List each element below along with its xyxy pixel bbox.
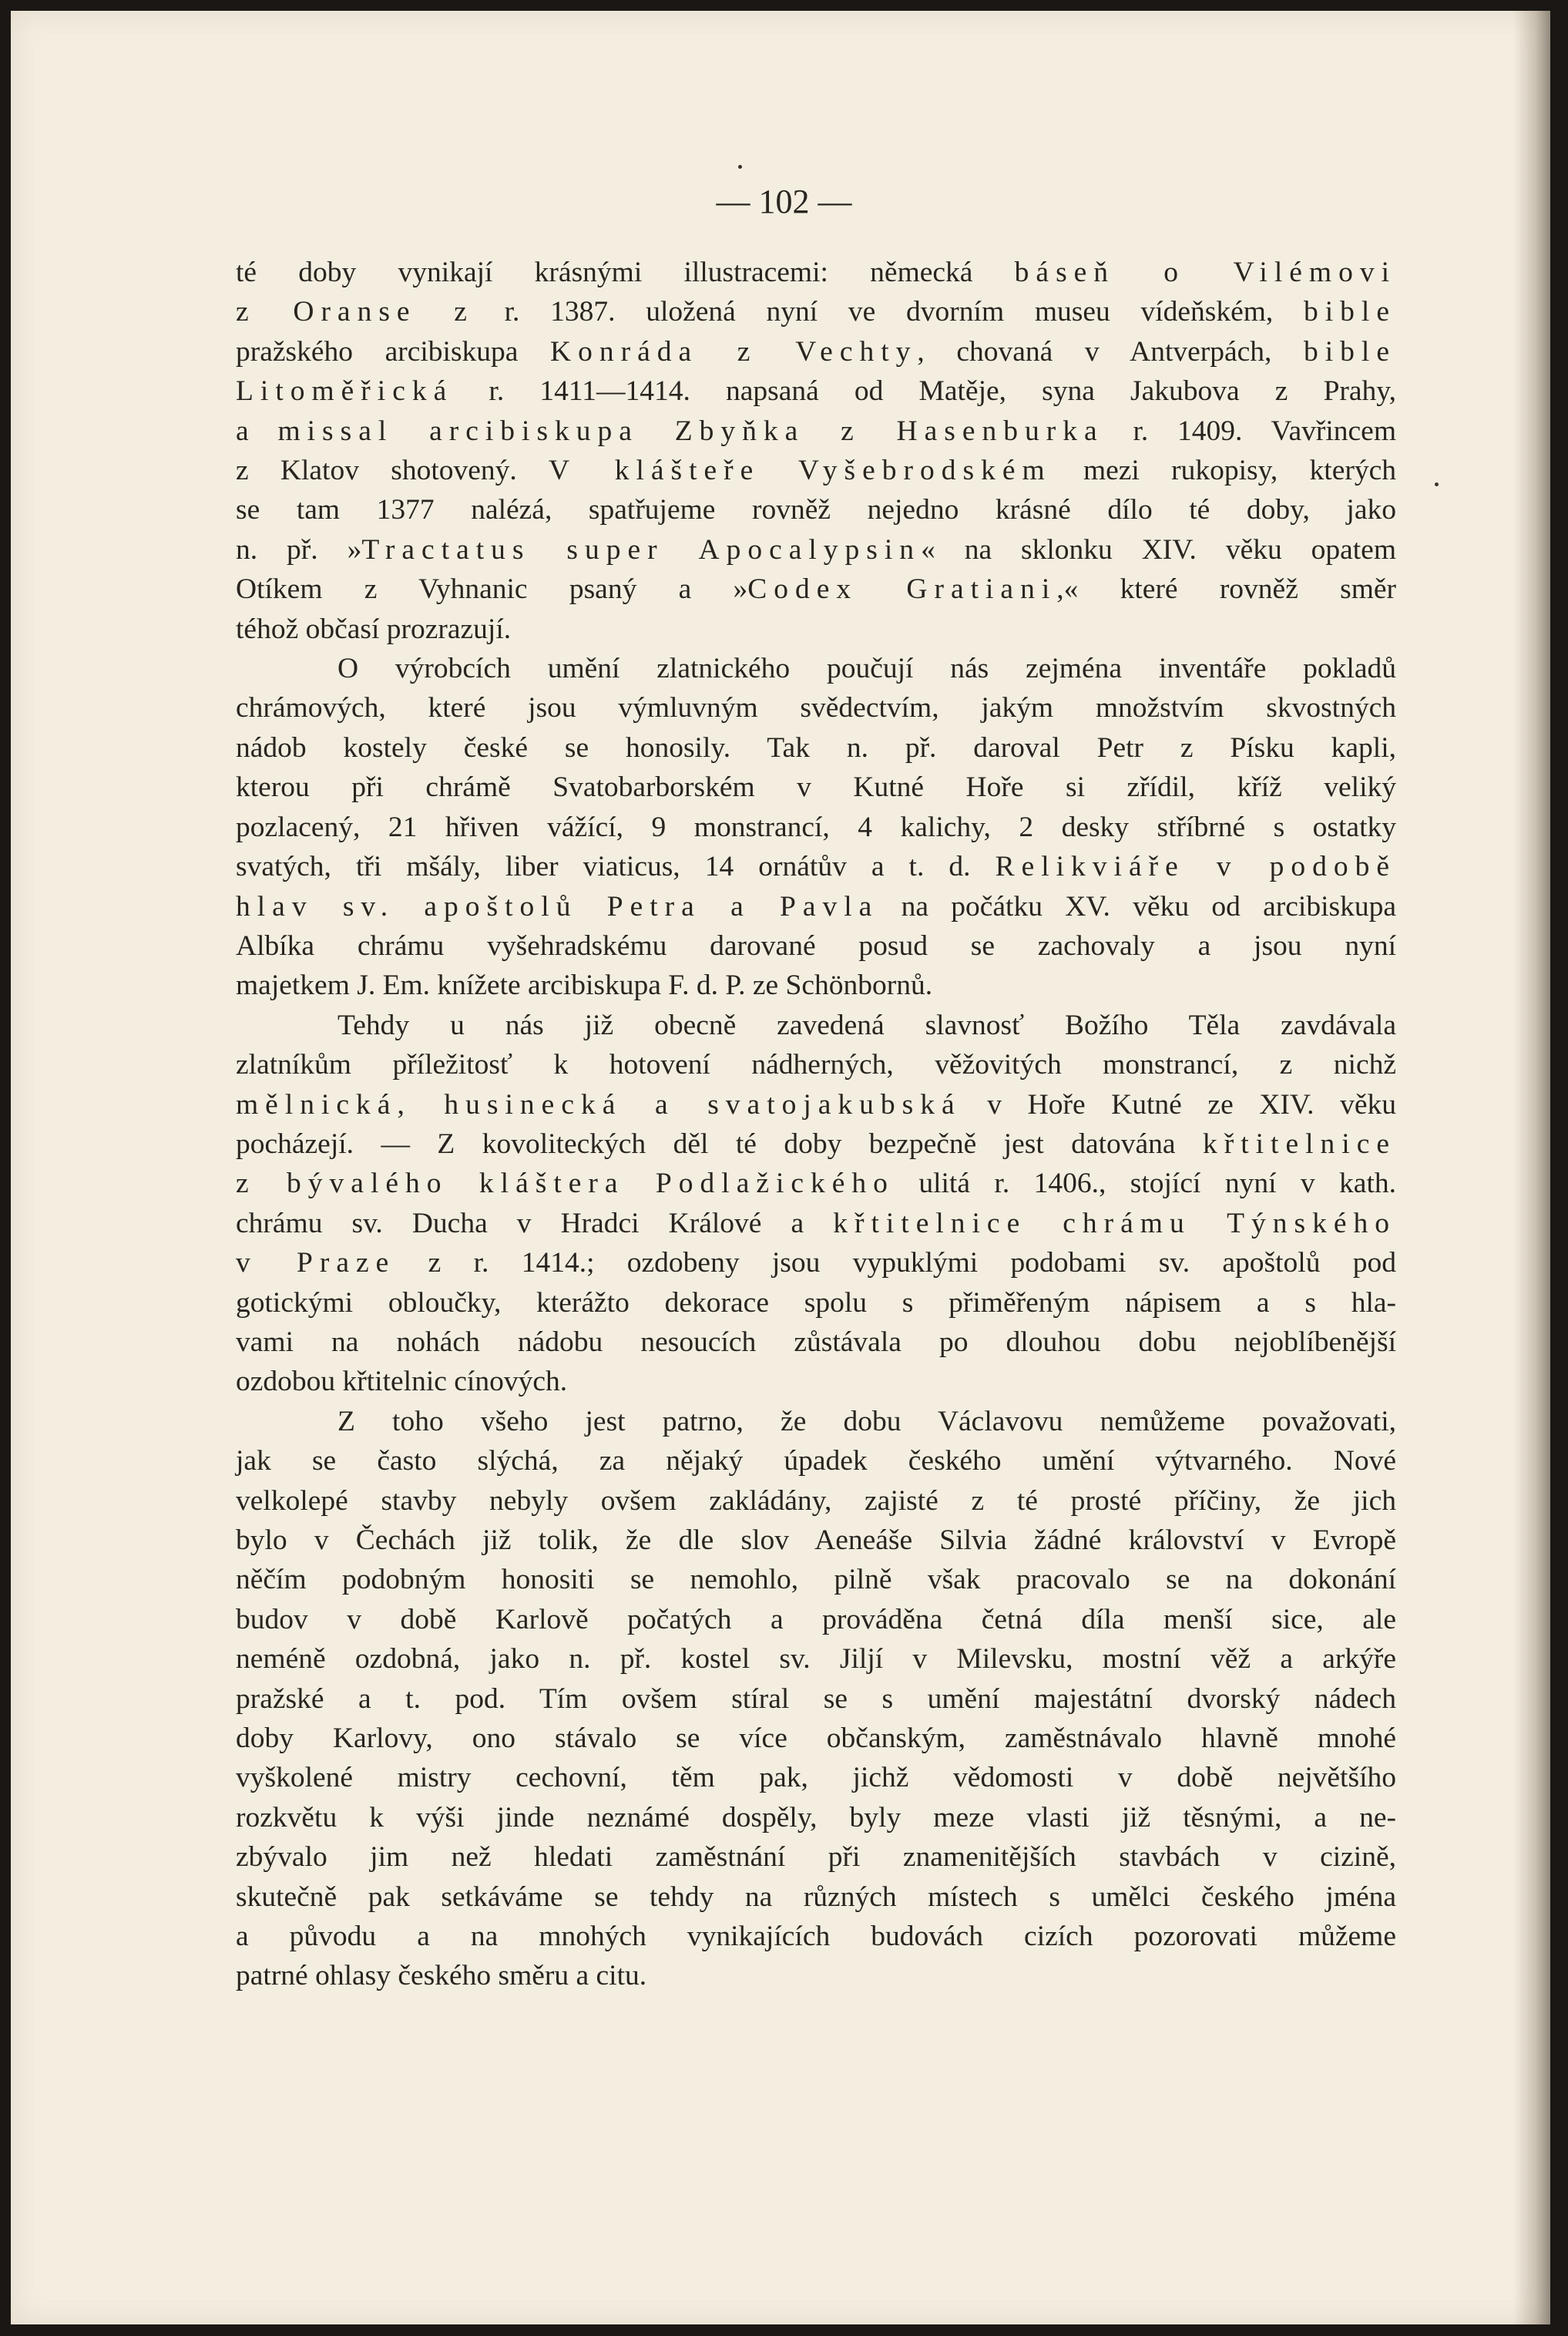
print-speck bbox=[738, 165, 742, 169]
text-segment: v Hoře Kutné ze XIV. věku bbox=[961, 1088, 1396, 1121]
spaced-text: bible bbox=[1304, 296, 1396, 328]
text-line bbox=[236, 1006, 1396, 1045]
text-line bbox=[236, 1124, 1396, 1164]
text-segment: pozlacený, 21 hřiven vážící, 9 monstrancí, 4 kalichy, 2 desky stříbrné s ostatky bbox=[236, 811, 1396, 843]
text-line bbox=[236, 926, 1396, 966]
spaced-text: V klášteře Vyšebrodském bbox=[549, 455, 1052, 487]
text-line bbox=[236, 1917, 1396, 1956]
text-line bbox=[236, 1243, 1396, 1282]
spaced-text: Konráda z Vechty bbox=[550, 335, 918, 368]
text-segment: z Klatov shotovený. bbox=[236, 455, 549, 487]
text-line bbox=[236, 1323, 1396, 1362]
text-segment: r. 1387. uložená nyní ve dvorním museu vídeňském, bbox=[473, 296, 1304, 328]
text-segment: vami na nohách nádobu nesoucích zůstávala po dlouhou dobu nejoblíbenější bbox=[236, 1326, 1396, 1358]
text-segment: budov v době Karlově počatých a prováděna četná díla menší sice, ale bbox=[236, 1603, 1396, 1635]
text-segment: a původu a na mnohých vynikajících budovách cizích pozorovati můžeme bbox=[236, 1921, 1396, 1953]
text-line bbox=[236, 1204, 1396, 1243]
text-line bbox=[236, 490, 1396, 529]
text-segment: se tam 1377 nalézá, spatřujeme rovněž nejedno krásné dílo té doby, jako bbox=[236, 494, 1396, 526]
text-line bbox=[236, 1362, 1396, 1401]
text-line bbox=[236, 412, 1396, 451]
text-segment: mezi rukopisy, kterých bbox=[1051, 455, 1396, 487]
text-segment: patrné ohlasy českého směru a citu. bbox=[236, 1960, 647, 1992]
text-line bbox=[236, 1956, 1396, 1995]
text-segment: zlatníkům příležitosť k hotovení nádherných, věžovitých monstrancí, z nichž bbox=[236, 1049, 1396, 1081]
text-line bbox=[236, 570, 1396, 609]
text-line bbox=[236, 371, 1396, 411]
spaced-text: Relikviáře v podobě bbox=[995, 851, 1396, 883]
text-line bbox=[236, 1045, 1396, 1084]
text-segment: a bbox=[236, 415, 278, 447]
text-segment: ozdobou křtitelnic cínových. bbox=[236, 1366, 568, 1398]
text-segment: doby Karlovy, ono stávalo se více občanským, zaměstnávalo hlavně mnohé bbox=[236, 1723, 1396, 1755]
spaced-text: z bývalého kláštera Podlažického bbox=[236, 1168, 895, 1200]
spaced-text: křtitelnice chrámu Týnského bbox=[833, 1207, 1396, 1239]
text-line bbox=[236, 847, 1396, 886]
text-line bbox=[236, 1758, 1396, 1797]
text-line bbox=[236, 1085, 1396, 1124]
spaced-text: mělnická, husinecká a svatojakubská bbox=[236, 1088, 962, 1121]
text-segment: r. 1411—1414. napsaná od Matěje, syna Jakubova z Prahy, bbox=[453, 375, 1396, 408]
spaced-text: Codex Gratiani bbox=[747, 573, 1057, 606]
text-segment: zbývalo jim než hledati zaměstnání při znamenitějších stavbách v cizině, bbox=[236, 1841, 1396, 1874]
text-segment: neméně ozdobná, jako n. př. kostel sv. Jiljí v Milevsku, mostní věž a arkýře bbox=[236, 1643, 1396, 1676]
text-segment: Albíka chrámu vyšehradskému darované posud se zachovaly a jsou nyní bbox=[236, 929, 1396, 962]
text-segment: « na sklonku XIV. věku opatem bbox=[921, 533, 1396, 566]
text-line bbox=[236, 1283, 1396, 1323]
page-number: — 102 — bbox=[716, 183, 852, 220]
text-segment: chrámu sv. Ducha v Hradci Králové a bbox=[236, 1207, 834, 1239]
text-line bbox=[236, 1164, 1396, 1203]
text-segment: ,« které rovněž směr bbox=[1056, 573, 1396, 606]
text-segment: chrámových, které jsou výmluvným svědectvím, jakým množstvím skvostných bbox=[236, 692, 1396, 724]
text-line bbox=[236, 808, 1396, 847]
text-segment: Tehdy u nás již obecně zavedená slavnosť Božího Těla zavdávala bbox=[337, 1009, 1396, 1041]
text-segment: majetkem J. Em. knížete arcibiskupa F. d. P. ze Schönbornů. bbox=[236, 970, 933, 1002]
text-segment: kterou při chrámě Svatobarborském v Kutné Hoře si zřídil, kříž veliký bbox=[236, 771, 1396, 804]
text-segment: n. př. » bbox=[236, 533, 362, 566]
text-segment: vyškolené mistry cechovní, těm pak, jichž vědomosti v době největšího bbox=[236, 1762, 1396, 1794]
text-segment: pražské a t. pod. Tím ovšem stíral se s umění majestátní dvorský nádech bbox=[236, 1682, 1396, 1715]
text-segment: Otíkem z Vyhnanic psaný a » bbox=[236, 573, 748, 606]
spaced-text: bible bbox=[1304, 335, 1396, 368]
text-line bbox=[236, 1402, 1396, 1441]
spaced-text: hlav sv. apoštolů Petra a Pavla bbox=[236, 890, 879, 923]
text-line bbox=[236, 1877, 1396, 1917]
text-segment: O výrobcích umění zlatnického poučují nás zejména inventáře pokladů bbox=[337, 653, 1396, 685]
text-line bbox=[236, 966, 1396, 1005]
text-line bbox=[236, 649, 1396, 688]
text-line bbox=[236, 610, 1396, 649]
spaced-text: missal arcibiskupa Zbyňka z Hasenburka bbox=[277, 415, 1104, 447]
text-segment: rozkvětu k výši jinde neznámé dospěly, byly meze vlasti již těsnými, a ne- bbox=[236, 1801, 1396, 1834]
text-segment: , chovaná v Antverpách, bbox=[917, 335, 1304, 368]
text-line bbox=[236, 1837, 1396, 1877]
text-line bbox=[236, 292, 1396, 331]
text-segment: na počátku XV. věku od arcibiskupa bbox=[878, 890, 1396, 923]
text-segment: svatých, tři mšály, liber viaticus, 14 ornátův a t. d. bbox=[236, 851, 996, 883]
spaced-text: Litoměřická bbox=[236, 375, 454, 408]
text-line bbox=[236, 728, 1396, 768]
text-segment: ulitá r. 1406., stojící nyní v kath. bbox=[894, 1168, 1396, 1200]
text-line bbox=[236, 688, 1396, 728]
text-segment: něčím podobným honositi se nemohlo, pilně však pracovalo se na dokonání bbox=[236, 1564, 1396, 1596]
text-body bbox=[236, 253, 1396, 1996]
text-segment: bylo v Čechách již tolik, že dle slov Aeneáše Silvia žádné království v Evropě bbox=[236, 1524, 1396, 1556]
text-segment: velkolepé stavby nebyly ovšem zakládány, zajisté z té prosté příčiny, že jich bbox=[236, 1484, 1396, 1517]
text-line bbox=[236, 1481, 1396, 1521]
text-line bbox=[236, 887, 1396, 926]
text-line bbox=[236, 1719, 1396, 1758]
spaced-text: z Oranse z bbox=[236, 296, 474, 328]
print-speck bbox=[1435, 482, 1439, 486]
text-segment: pražského arcibiskupa bbox=[236, 335, 551, 368]
text-segment: skutečně pak setkáváme se tehdy na různých místech s umělci českého jména bbox=[236, 1881, 1396, 1913]
text-segment: jak se často slýchá, za nějaký úpadek českého umění výtvarného. Nové bbox=[236, 1445, 1396, 1477]
text-line bbox=[236, 530, 1396, 570]
text-line bbox=[236, 253, 1396, 292]
text-line bbox=[236, 1798, 1396, 1837]
text-segment: z r. 1414.; ozdobeny jsou vypuklými podobami sv. apoštolů pod bbox=[395, 1247, 1396, 1279]
spaced-text: báseň o Vilémovi bbox=[1014, 257, 1397, 288]
spaced-text: křtitelnice bbox=[1202, 1128, 1396, 1160]
text-segment: Z toho všeho jest patrno, že dobu Václavovu nemůžeme považovati, bbox=[337, 1405, 1396, 1437]
spaced-text: v Praze bbox=[236, 1247, 396, 1279]
text-line bbox=[236, 451, 1396, 490]
text-line bbox=[236, 1600, 1396, 1639]
text-segment: r. 1409. Vavřincem bbox=[1103, 415, 1396, 447]
text-line bbox=[236, 332, 1396, 371]
text-line bbox=[236, 1679, 1396, 1719]
spaced-text: Tractatus super Apocalypsin bbox=[361, 533, 922, 566]
text-segment: pocházejí. — Z kovoliteckých děl té doby bezpečně jest datována bbox=[236, 1128, 1203, 1160]
page-binding-shadow bbox=[1513, 11, 1550, 2324]
text-line bbox=[236, 1441, 1396, 1481]
text-segment: té doby vynikají krásnými illustracemi: německá bbox=[236, 257, 1015, 288]
text-line bbox=[236, 768, 1396, 807]
text-line bbox=[236, 1521, 1396, 1560]
text-segment: gotickými obloučky, kterážto dekorace spolu s přiměřeným nápisem a s hla- bbox=[236, 1286, 1396, 1319]
text-segment: téhož občasí prozrazují. bbox=[236, 613, 512, 645]
text-line bbox=[236, 1639, 1396, 1679]
text-segment: nádob kostely české se honosily. Tak n. př. daroval Petr z Písku kapli, bbox=[236, 731, 1396, 764]
text-line bbox=[236, 1560, 1396, 1599]
